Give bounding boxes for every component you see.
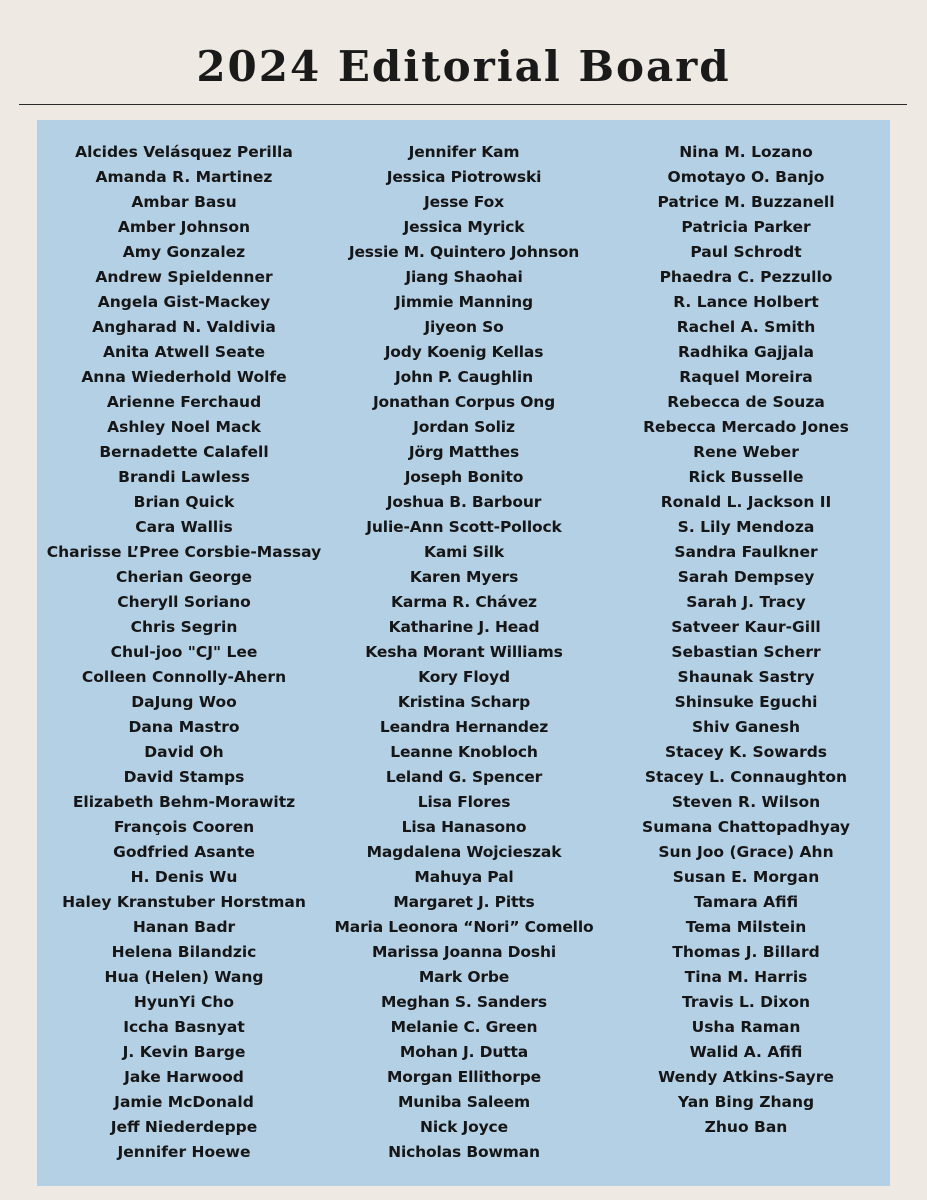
member-name: Elizabeth Behm-Morawitz [72, 793, 296, 811]
member-name: Nicholas Bowman [388, 1143, 540, 1161]
member-name: Bernadette Calafell [99, 443, 269, 461]
member-name: Marissa Joanna Doshi [371, 943, 557, 961]
member-name: Jennifer Kam [408, 143, 520, 161]
member-name: Omotayo O. Banjo [667, 168, 825, 186]
member-name: Nick Joyce [420, 1118, 508, 1136]
member-name: Kristina Scharp [397, 693, 531, 711]
member-name: Rachel A. Smith [676, 318, 816, 336]
member-name: François Cooren [113, 818, 255, 836]
member-name: Jeff Niederdeppe [110, 1118, 258, 1136]
member-name: Katharine J. Head [388, 618, 540, 636]
member-name: Chul-joo "CJ" Lee [110, 643, 258, 661]
member-name: Jonathan Corpus Ong [372, 393, 556, 411]
member-name: Shaunak Sastry [677, 668, 815, 686]
member-name: HyunYi Cho [133, 993, 235, 1011]
member-name: Arienne Ferchaud [106, 393, 262, 411]
member-name: Morgan Ellithorpe [386, 1068, 542, 1086]
member-name: Julie-Ann Scott-Pollock [366, 518, 562, 536]
member-name: Usha Raman [691, 1018, 801, 1036]
member-name: Mohan J. Dutta [399, 1043, 529, 1061]
member-name: Phaedra C. Pezzullo [659, 268, 833, 286]
member-name: Leandra Hernandez [379, 718, 549, 736]
member-name: Sebastian Scherr [671, 643, 821, 661]
member-column-3 [627, 140, 865, 1140]
member-name: Karen Myers [409, 568, 519, 586]
member-name: Cheryll Soriano [117, 593, 251, 611]
member-name: H. Denis Wu [130, 868, 238, 886]
member-name: Karma R. Chávez [391, 593, 537, 611]
member-name: Yan Bing Zhang [677, 1093, 815, 1111]
member-name: Nina M. Lozano [679, 143, 813, 161]
member-name: Tema Milstein [685, 918, 807, 936]
member-name: Hua (Helen) Wang [104, 968, 264, 986]
member-name: J. Kevin Barge [122, 1043, 246, 1061]
member-name: John P. Caughlin [395, 368, 533, 386]
member-name: Charisse L’Pree Corsbie-Massay [46, 543, 322, 561]
member-name: Ashley Noel Mack [107, 418, 261, 436]
member-name: Cara Wallis [135, 518, 233, 536]
member-name: Brandi Lawless [118, 468, 250, 486]
member-name: Sun Joo (Grace) Ahn [658, 843, 834, 861]
title-divider [19, 104, 907, 105]
member-name: Zhuo Ban [704, 1118, 788, 1136]
member-column-2 [315, 140, 613, 1165]
member-name: Sumana Chattopadhyay [642, 818, 850, 836]
member-name: Mahuya Pal [414, 868, 514, 886]
member-name: Andrew Spieldenner [95, 268, 273, 286]
member-name: Amanda R. Martinez [95, 168, 273, 186]
member-name: Meghan S. Sanders [381, 993, 547, 1011]
member-name: Stacey K. Sowards [664, 743, 828, 761]
member-name: Jessie M. Quintero Johnson [348, 243, 580, 261]
member-name: Jessica Piotrowski [386, 168, 542, 186]
member-name: Rene Weber [693, 443, 799, 461]
member-name: Angharad N. Valdivia [92, 318, 276, 336]
member-name: Brian Quick [133, 493, 235, 511]
member-name: Patrice M. Buzzanell [657, 193, 835, 211]
member-name: Jake Harwood [124, 1068, 244, 1086]
member-name: Anita Atwell Seate [103, 343, 265, 361]
member-name: Cherian George [116, 568, 252, 586]
member-name: Sarah Dempsey [677, 568, 815, 586]
member-name: Travis L. Dixon [681, 993, 811, 1011]
member-list-panel [37, 120, 890, 1186]
member-name: Jordan Soliz [413, 418, 515, 436]
member-name: Godfried Asante [113, 843, 255, 861]
member-name: Alcides Velásquez Perilla [75, 143, 293, 161]
member-name: Jiang Shaohai [405, 268, 523, 286]
member-name: Hanan Badr [132, 918, 236, 936]
member-name: Stacey L. Connaughton [644, 768, 848, 786]
member-name: Ambar Basu [131, 193, 237, 211]
member-name: Jamie McDonald [114, 1093, 254, 1111]
member-name: Angela Gist-Mackey [97, 293, 271, 311]
member-name: Wendy Atkins-Sayre [658, 1068, 834, 1086]
member-name: Sandra Faulkner [674, 543, 818, 561]
member-name: Jessica Myrick [403, 218, 525, 236]
member-name: Jody Koenig Kellas [384, 343, 544, 361]
member-name: Lisa Hanasono [401, 818, 527, 836]
member-name: Paul Schrodt [690, 243, 802, 261]
member-name: Colleen Connolly-Ahern [81, 668, 287, 686]
member-name: Anna Wiederhold Wolfe [81, 368, 287, 386]
member-name: Rick Busselle [688, 468, 804, 486]
member-name: Joshua B. Barbour [386, 493, 542, 511]
member-name: Raquel Moreira [679, 368, 813, 386]
member-name: Haley Kranstuber Horstman [62, 893, 306, 911]
member-name: Melanie C. Green [390, 1018, 538, 1036]
member-name: Thomas J. Billard [672, 943, 820, 961]
member-name: R. Lance Holbert [673, 293, 819, 311]
member-name: Tamara Afifi [693, 893, 799, 911]
member-name: Margaret J. Pitts [393, 893, 535, 911]
member-name: Jiyeon So [424, 318, 504, 336]
member-name: Kami Silk [423, 543, 505, 561]
member-name: Maria Leonora “Nori” Comello [334, 918, 594, 936]
member-name: Kesha Morant Williams [365, 643, 563, 661]
page-title: 2024 Editorial Board [196, 42, 731, 91]
member-name: Chris Segrin [130, 618, 238, 636]
member-name: Patricia Parker [681, 218, 811, 236]
member-name: Rebecca Mercado Jones [643, 418, 849, 436]
member-name: Amber Johnson [117, 218, 251, 236]
member-name: David Stamps [123, 768, 245, 786]
member-name: Shinsuke Eguchi [674, 693, 818, 711]
member-name: Sarah J. Tracy [686, 593, 806, 611]
member-name: DaJung Woo [131, 693, 237, 711]
member-name: S. Lily Mendoza [677, 518, 815, 536]
member-name: Susan E. Morgan [672, 868, 820, 886]
member-name: Leland G. Spencer [385, 768, 543, 786]
member-column-1 [37, 140, 331, 1165]
member-name: Lisa Flores [417, 793, 511, 811]
member-name: Tina M. Harris [684, 968, 808, 986]
member-name: Jennifer Hoewe [117, 1143, 251, 1161]
member-name: Kory Floyd [418, 668, 510, 686]
member-name: Jimmie Manning [395, 293, 533, 311]
member-name: Jörg Matthes [408, 443, 520, 461]
member-name: Magdalena Wojcieszak [366, 843, 562, 861]
member-name: Shiv Ganesh [691, 718, 800, 736]
member-name: Satveer Kaur-Gill [671, 618, 821, 636]
member-name: Walid A. Afifi [689, 1043, 803, 1061]
member-name: Helena Bilandzic [111, 943, 257, 961]
member-name: Amy Gonzalez [122, 243, 246, 261]
member-name: Iccha Basnyat [123, 1018, 245, 1036]
member-name: Ronald L. Jackson II [660, 493, 832, 511]
member-name: Rebecca de Souza [667, 393, 825, 411]
member-name: Dana Mastro [128, 718, 240, 736]
member-name: Muniba Saleem [398, 1093, 530, 1111]
member-name: Leanne Knobloch [390, 743, 538, 761]
member-name: Mark Orbe [418, 968, 510, 986]
member-name: Radhika Gajjala [677, 343, 815, 361]
member-name: David Oh [144, 743, 224, 761]
member-name: Steven R. Wilson [671, 793, 821, 811]
member-name: Jesse Fox [424, 193, 504, 211]
member-name: Joseph Bonito [404, 468, 524, 486]
